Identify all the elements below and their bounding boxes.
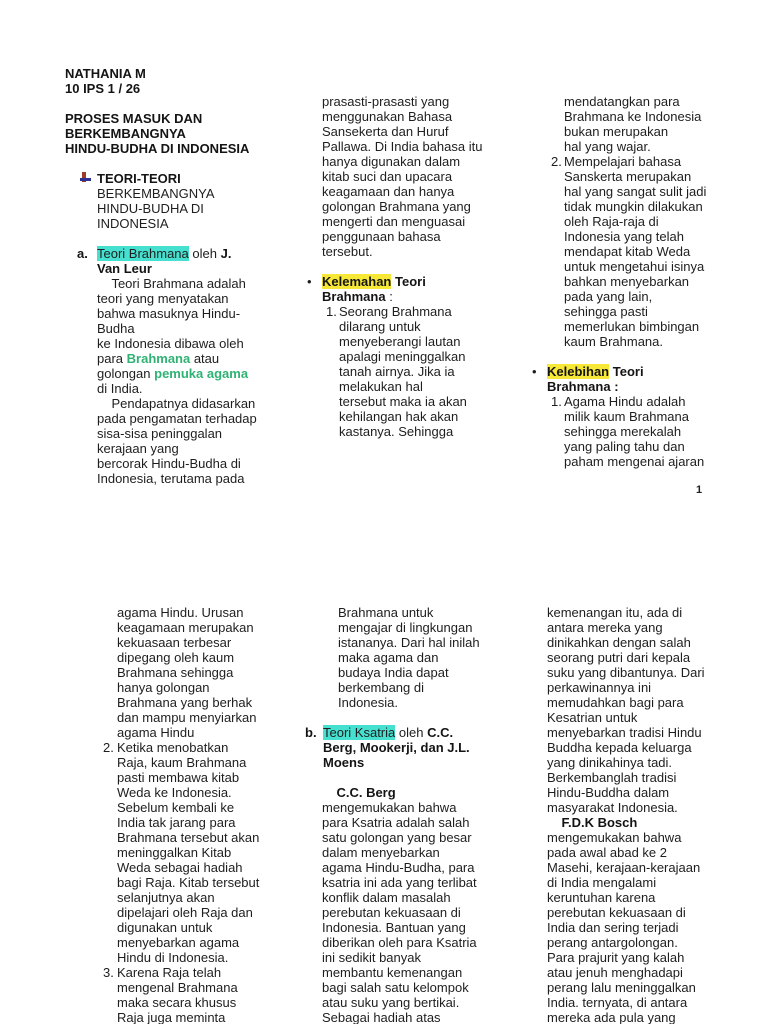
text-lines: Brahmana untuk mengajar di lingkungan istananya. Dari hal inilah maka agama dan budaya India dapat berkembang di Indonesia.	[338, 605, 480, 710]
page2-column-3	[532, 605, 764, 1024]
paragraph	[305, 785, 541, 1024]
text-lines: prasasti-prasasti yang menggunakan Bahasa Sansekerta dan Huruf Pallawa. Di India bahasa itu hanya digunakan dalam kitab suci dan upacara keagamaan dan hanya golongan Brahmana yang mengerti dan menguasai penggunaan bahasa tersebut.	[322, 94, 483, 259]
list-marker: •	[532, 364, 537, 379]
text-lines: Agama Hindu adalah milik kaum Brahmana sehingga merekalah yang paling tahu dan paham mengenai ajaran	[564, 394, 705, 469]
list-item-b-heading	[305, 725, 541, 770]
text-lines: mendatangkan para Brahmana ke Indonesia bukan merupakan hal yang wajar.	[564, 94, 702, 154]
text-lines: Kelemahan Teori Brahmana :	[322, 274, 426, 304]
text-lines: agama Hindu. Urusan keagamaan merupakan kekuasaan terbesar dipegang oleh kaum Brahmana sehingga hanya golongan Brahmana yang berhak dan mampu menyiarkan agama Hindu	[117, 605, 257, 740]
text-lines: Mempelajari bahasa Sanskerta merupakan hal yang sangat sulit jadi tidak mungkin dilakukan oleh Raja-raja di Indonesia yang telah mendapat kitab Weda untuk mengetahui isinya bahkan menyebarkan pada yang lain, sehingga pasti memerlukan bimbingan kaum Brahmana.	[564, 154, 707, 349]
text-lines: Ketika menobatkan Raja, kaum Brahmana pasti membawa kitab Weda ke Indonesia. Sebelum kembali ke India tak jarang para Brahmana tersebut akan meninggalkan Kitab Weda sebagai hadiah bagi Raja. Kitab tersebut selanjutnya akan dipelajari oleh Raja dan digunakan untuk menyebarkan agama Hindu di Indonesia.	[117, 740, 260, 965]
continuation-text	[305, 605, 541, 710]
list-marker: 1.	[551, 394, 562, 409]
page2-column-2	[305, 605, 541, 1024]
page-number: 1	[696, 484, 703, 496]
text-lines: PROSES MASUK DAN BERKEMBANGNYA HINDU-BUDHA DI INDONESIA	[65, 111, 250, 156]
list-marker: 1.	[326, 304, 337, 319]
list-marker: 2.	[103, 740, 114, 755]
text-lines: Teori Brahmana oleh J. Van Leur	[97, 246, 232, 276]
text-lines: C.C. Berg mengemukakan bahwa para Ksatria adalah salah satu golongan yang besar dalam menyebarkan agama Hindu-Budha, para ksatria ini ada yang terlibat konflik dalam masalah perebutan kekuasaan di Indonesia. Bantuan yang diberikan oleh para Ksatria ini sedikit banyak membantu kemenangan bagi salah satu kelompok atau suku yang bertikai. Sebagai hadiah atas	[322, 785, 477, 1024]
list-marker: •	[307, 274, 312, 289]
list-marker: 3.	[103, 965, 114, 980]
text-lines: Kelebihan Teori Brahmana :	[547, 364, 644, 394]
text-lines: Karena Raja telah mengenal Brahmana maka secara khusus Raja juga meminta	[117, 965, 238, 1024]
text-lines: kemenangan itu, ada di antara mereka yang dinikahkan dengan salah seorang putri dari kepala suku yang dibantunya. Dari perkawinannya ini memudahkan bagi para Kesatrian untuk menyebarkan tradisi Hindu Buddha kepada keluarga yang dinikahinya tadi. Berkembanglah tradisi Hindu-Buddha dalam masyarakat Indonesia. F.D.K Bosch mengemukakan bahwa pada awal abad ke 2 Masehi, kerajaan-kerajaan di India mengalami keruntuhan karena perebutan kekuasaan di India dan sering terjadi perang antargolongan. Para prajurit yang kalah atau jenuh menghadapi perang lalu meninggalkan India. ternyata, di antara mereka ada pula yang	[547, 605, 705, 1024]
paragraph	[532, 605, 764, 1024]
list-marker: 2.	[551, 154, 562, 169]
text-lines: NATHANIA M 10 IPS 1 / 26	[65, 66, 146, 96]
text-lines: Teori Brahmana adalah teori yang menyatakan bahwa masuknya Hindu- Budha ke Indonesia dibawa oleh para Brahmana atau golongan pemuka agama di India. Pendapatnya didasarkan pada pengamatan terhadap sisa-sisa peninggalan kerajaan yang bercorak Hindu-Budha di Indonesia, terutama pada	[97, 276, 257, 486]
list-marker: b.	[305, 725, 317, 740]
text-lines: Seorang Brahmana dilarang untuk menyeberangi lautan apalagi meninggalkan tanah airnya. Jika ia melakukan hal tersebut maka ia akan kehilangan hak akan kastanya. Sehingga	[339, 304, 467, 439]
list-marker: a.	[77, 246, 88, 261]
text-lines: TEORI-TEORI BERKEMBANGNYA HINDU-BUDHA DI INDONESIA	[97, 171, 215, 231]
text-lines: Teori Ksatria oleh C.C. Berg, Mookerji, dan J.L. Moens	[323, 725, 470, 770]
